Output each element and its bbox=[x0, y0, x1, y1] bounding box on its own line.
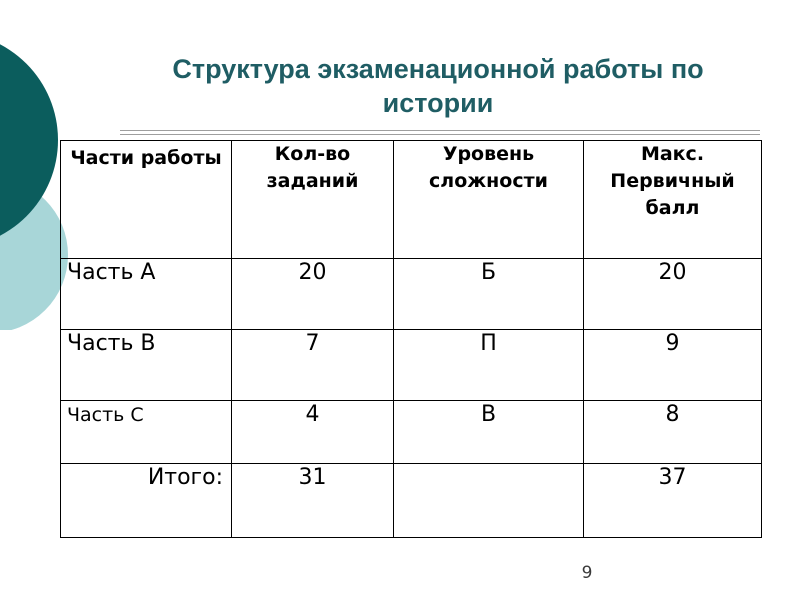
page-number: 9 bbox=[581, 563, 593, 583]
table-header-row bbox=[61, 141, 762, 259]
exam-structure-table bbox=[60, 140, 762, 538]
row-part: Часть В bbox=[61, 330, 232, 401]
row-score: 8 bbox=[584, 401, 762, 464]
row-score: 20 bbox=[584, 259, 762, 330]
slide-title: Структура экзаменационной работы по истории bbox=[172, 54, 704, 118]
header-parts: Части работы bbox=[61, 141, 232, 259]
row-total-count: 31 bbox=[232, 464, 394, 538]
row-count: 4 bbox=[232, 401, 394, 464]
row-part: Часть А bbox=[61, 259, 232, 330]
row-total-label: Итого: bbox=[61, 464, 232, 538]
title-divider-bottom bbox=[120, 134, 760, 135]
table-row-total bbox=[61, 464, 762, 538]
table-row bbox=[61, 330, 762, 401]
table-row bbox=[61, 401, 762, 464]
row-score: 9 bbox=[584, 330, 762, 401]
row-part: Часть С bbox=[61, 401, 232, 464]
title-divider-top bbox=[120, 130, 760, 131]
table-row bbox=[61, 259, 762, 330]
row-count: 20 bbox=[232, 259, 394, 330]
row-level: П bbox=[394, 330, 584, 401]
row-total-level bbox=[394, 464, 584, 538]
header-max-score: Макс. Первичный балл bbox=[584, 141, 762, 259]
header-difficulty-level: Уровень сложности bbox=[394, 141, 584, 259]
row-level: В bbox=[394, 401, 584, 464]
row-count: 7 bbox=[232, 330, 394, 401]
header-task-count: Кол-во заданий bbox=[232, 141, 394, 259]
row-total-score: 37 bbox=[584, 464, 762, 538]
row-level: Б bbox=[394, 259, 584, 330]
